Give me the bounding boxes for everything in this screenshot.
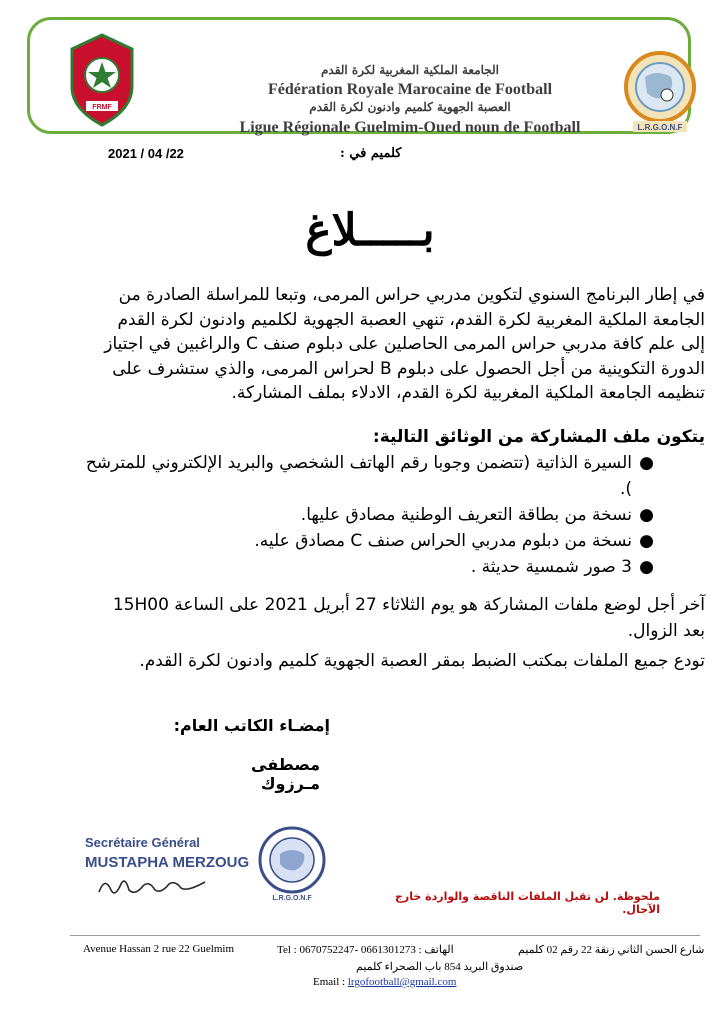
date-value: 2021 / 04 /22: [108, 146, 184, 161]
handwritten-signature: [95, 870, 210, 900]
deposit-text: تودع جميع الملفات بمكتب الضبط بمقر العصبة الجهوية كلميم وادنون لكرة القدم.: [139, 651, 705, 671]
header-federation-ar: الجامعة الملكية المغربية لكرة القدم: [320, 63, 500, 77]
svg-text:L.R.G.O.N.F: L.R.G.O.N.F: [272, 895, 312, 902]
list-item: ● نسخة من بطاقة التعريف الوطنية مصادق عليها.: [80, 502, 660, 528]
letterhead: [27, 17, 691, 134]
email-link[interactable]: lrgofootball@gmail.com: [347, 976, 457, 988]
bullet-icon: ●: [639, 531, 654, 551]
secretary-stamp: [85, 835, 249, 871]
stamp-name: MUSTAPHA MERZOUG: [85, 854, 250, 871]
frmf-crest-logo: [66, 31, 138, 131]
list-item: ● نسخة من دبلوم مدربي الحراس صنف C مصادق عليه.: [80, 528, 660, 554]
header-federation-fr: Fédération Royale Marocaine de Football: [267, 81, 553, 98]
documents-list: [80, 450, 660, 580]
bullet-icon: ●: [639, 557, 654, 577]
closing-note: ملحوظة. لن تقبل الملفات الناقصة والواردة خارج الآجال.: [395, 890, 660, 916]
stamp-title: Secrétaire Général: [85, 835, 200, 850]
document-title: بـــــلاغ: [305, 205, 435, 256]
documents-subheading: يتكون ملف المشاركة من الوثائق التالية:: [372, 427, 705, 447]
deadline-text: آخر أجل لوضع ملفات المشاركة هو يوم الثلاثاء 27 أبريل 2021 على الساعة 15H00 بعد الزوال.: [112, 595, 705, 641]
league-stamp-logo: [250, 820, 334, 904]
bullet-icon: ●: [639, 453, 654, 473]
footer-po-box: صندوق البريد 854 باب الصحراء كلميم: [356, 961, 524, 973]
footer-email-line: [313, 976, 456, 988]
date-label: كلميم في :: [340, 146, 402, 161]
footer-address-fr: Avenue Hassan 2 rue 22 Guelmim: [83, 943, 235, 955]
footer-phone: Tel : 0670752247- 0661301273 : الهاتف: [277, 944, 454, 956]
email-label: Email :: [313, 976, 346, 988]
footer-divider: [70, 935, 700, 936]
intro-paragraph: في إطار البرنامج السنوي لتكوين مدربي حراس المرمى، وتبعا للمراسلة الصادرة من الجامعة الملكية المغربية لكرة القدم، تنهي العصبة الجهوية لكلميم وادنون لكرة القدم إلى علم كافة مدربي حراس المرمى الحاصلين على دبلوم صنف C والراغبين في اجتياز الدورة التكوينية من أجل الحصول على دبلوم B لحراس المرمى، والذي ستشرف على تنظيمه الجامعة الملكية المغربية لكرة القدم، الادلاء بملف المشاركة.: [104, 285, 705, 403]
lrgonf-league-logo: [615, 47, 705, 135]
header-league-ar: العصبة الجهوية كلميم وادنون لكرة القدم: [309, 100, 511, 114]
signatory-name: مصطفى مـرزوك: [251, 755, 320, 793]
signature-label: إمضـاء الكاتب العام:: [173, 716, 330, 735]
list-item: ● 3 صور شمسية حديثة .: [80, 554, 660, 580]
svg-text:L.R.G.O.N.F: L.R.G.O.N.F: [637, 123, 683, 132]
list-item: ● السيرة الذاتية (تتضمن وجوبا رقم الهاتف الشخصي والبريد الإلكتروني للمترشح ).: [80, 450, 660, 502]
footer-address-ar: شارع الحسن الثاني زنقة 22 رقم 02 كلميم: [518, 944, 705, 956]
header-league-fr: Ligue Régionale Guelmim-Oued noun de Football: [239, 119, 581, 136]
svg-text:FRMF: FRMF: [92, 104, 112, 111]
bullet-icon: ●: [639, 505, 654, 525]
